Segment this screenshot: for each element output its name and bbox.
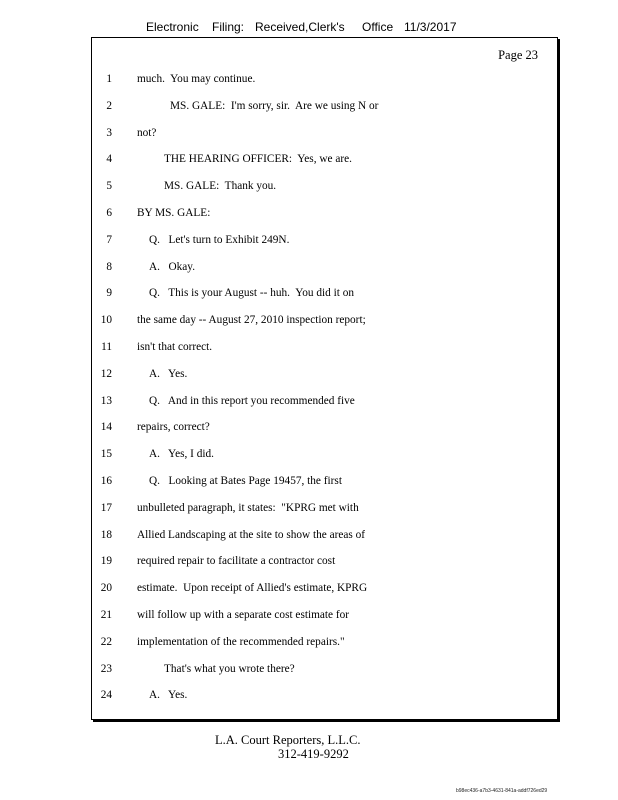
line-text: BY MS. GALE: <box>137 207 211 219</box>
transcript-line <box>0 553 618 569</box>
line-text: Allied Landscaping at the site to show the areas of <box>137 529 366 541</box>
line-text: repairs, correct? <box>137 421 210 433</box>
line-number: 11 <box>101 341 112 353</box>
line-number: 21 <box>100 609 112 621</box>
transcript-line <box>0 607 618 623</box>
transcript-line <box>0 232 618 248</box>
line-text: Q. Looking at Bates Page 19457, the first <box>149 475 342 487</box>
line-text: required repair to facilitate a contractor cost <box>137 555 336 567</box>
line-text: MS. GALE: I'm sorry, sir. Are we using N or <box>170 100 379 112</box>
line-text: A. Yes, I did. <box>149 448 214 460</box>
line-text: unbulleted paragraph, it states: "KPRG met with <box>137 502 359 514</box>
line-number: 4 <box>106 153 112 165</box>
line-text: A. Yes. <box>149 368 188 380</box>
line-number: 22 <box>100 636 112 648</box>
filing-header-filing: Filing: <box>212 20 245 34</box>
transcript-line <box>0 125 618 141</box>
document-id: b98ec436-a7b3-4631-841a-addf726ed29 <box>456 788 548 794</box>
line-number: 17 <box>100 502 112 514</box>
page-number: Page 23 <box>498 48 538 62</box>
line-number: 15 <box>100 448 112 460</box>
line-number: 5 <box>106 180 112 192</box>
transcript-line <box>0 687 618 703</box>
line-number: 10 <box>100 314 112 326</box>
line-text: THE HEARING OFFICER: Yes, we are. <box>164 153 352 165</box>
filing-header <box>0 18 618 38</box>
line-text: will follow up with a separate cost estimate for <box>137 609 350 621</box>
line-text: not? <box>137 127 157 139</box>
line-number: 6 <box>106 207 112 219</box>
transcript-line <box>0 661 618 677</box>
line-number: 23 <box>100 663 112 675</box>
line-number: 18 <box>100 529 112 541</box>
line-number: 19 <box>100 555 112 567</box>
line-text: That's what you wrote there? <box>164 663 295 675</box>
line-number: 9 <box>106 287 112 299</box>
line-number: 20 <box>100 582 112 594</box>
line-number: 16 <box>100 475 112 487</box>
transcript-line <box>0 285 618 301</box>
transcript-line <box>0 500 618 516</box>
line-text: estimate. Upon receipt of Allied's estimate, KPRG <box>137 582 368 594</box>
transcript-line <box>0 473 618 489</box>
transcript-line <box>0 205 618 221</box>
filing-header-received: Received,Clerk's <box>255 20 345 34</box>
line-text: Q. Let's turn to Exhibit 249N. <box>149 234 290 246</box>
line-text: MS. GALE: Thank you. <box>164 180 277 192</box>
line-number: 14 <box>100 421 112 433</box>
transcript-line <box>0 393 618 409</box>
line-text: the same day -- August 27, 2010 inspection report; <box>137 314 366 326</box>
line-text: much. You may continue. <box>137 73 256 85</box>
transcript-line <box>0 98 618 114</box>
line-number: 24 <box>100 689 112 701</box>
transcript-line <box>0 580 618 596</box>
transcript-line <box>0 71 618 87</box>
transcript-line <box>0 366 618 382</box>
line-number: 12 <box>100 368 112 380</box>
transcript-line <box>0 419 618 435</box>
transcript-line <box>0 151 618 167</box>
filing-header-electronic: Electronic <box>146 20 199 34</box>
filing-header-office: Office <box>362 20 394 34</box>
transcript-line <box>0 446 618 462</box>
line-text: isn't that correct. <box>137 341 213 353</box>
line-number: 8 <box>106 261 112 273</box>
line-text: Q. And in this report you recommended five <box>149 395 355 407</box>
transcript-line <box>0 312 618 328</box>
line-text: implementation of the recommended repairs." <box>137 636 345 648</box>
transcript-line <box>0 259 618 275</box>
transcript-line <box>0 339 618 355</box>
footer-phone: 312-419-9292 <box>278 747 349 761</box>
transcript-line <box>0 178 618 194</box>
line-text: Q. This is your August -- huh. You did it on <box>149 287 355 299</box>
transcript-line <box>0 634 618 650</box>
line-text: A. Okay. <box>149 261 196 273</box>
line-text: A. Yes. <box>149 689 188 701</box>
line-number: 13 <box>100 395 112 407</box>
filing-header-date: 11/3/2017 <box>404 20 457 34</box>
footer-company: L.A. Court Reporters, L.L.C. <box>215 733 361 747</box>
line-number: 2 <box>106 100 112 112</box>
line-number: 3 <box>106 127 112 139</box>
transcript-line <box>0 527 618 543</box>
line-number: 7 <box>106 234 112 246</box>
line-number: 1 <box>106 73 112 85</box>
